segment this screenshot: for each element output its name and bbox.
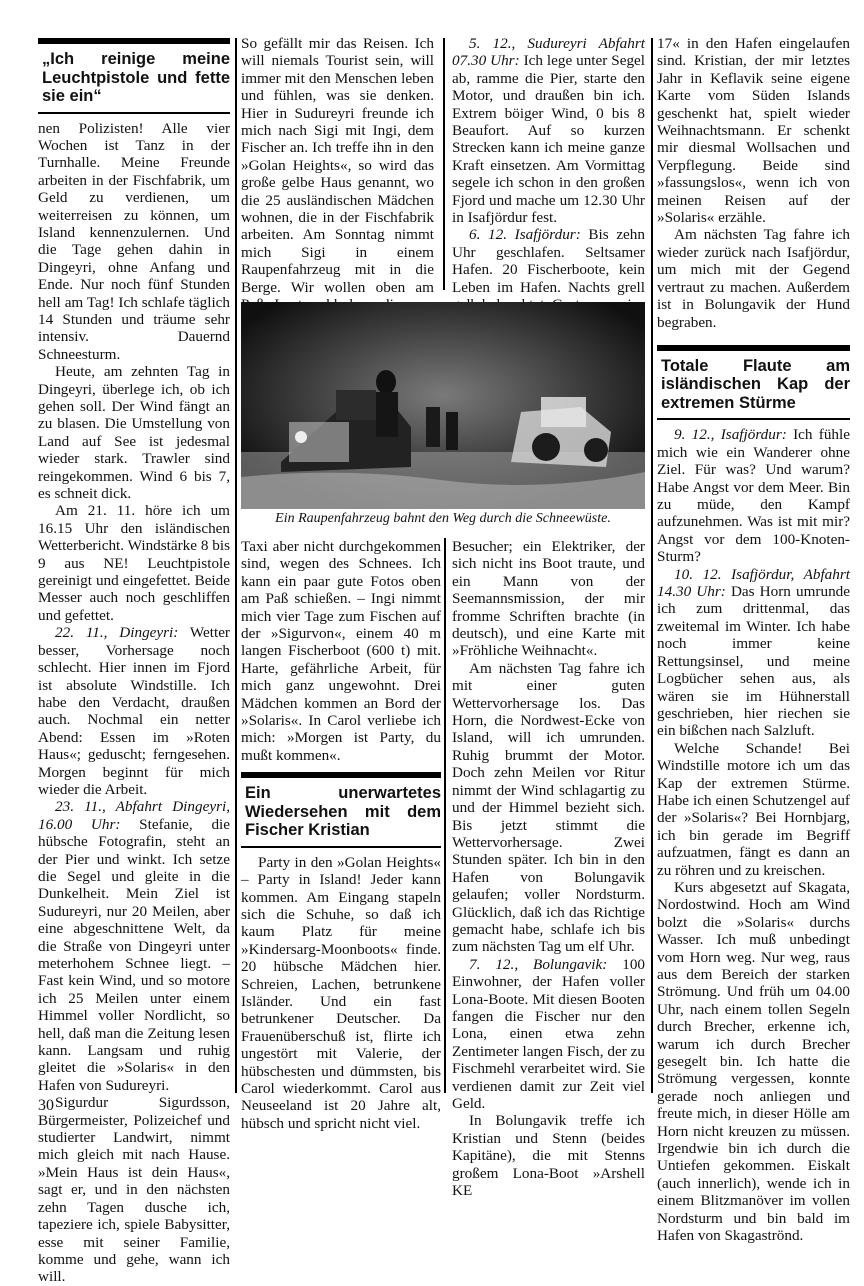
paragraph: Am nächsten Tag fahre ich wieder zurück nach Isafjördur, um mich mit der Gegend vertraut zu machen. Außerdem ist in Bolungavik der Hund begraben. (657, 226, 850, 331)
dateline: 10. 12. Isafjördur, Abfahrt 14.30 Uhr: (657, 565, 850, 601)
column-4 (657, 35, 850, 1245)
paragraph (452, 956, 645, 1113)
column-2-top (241, 35, 434, 331)
photo-illustration (241, 302, 645, 509)
subheading-box (657, 345, 850, 421)
paragraph: Taxi aber nicht durchgekommen sind, wegen des Schnees. Ich kann ein paar gute Fotos oben am Paß schießen. – Ingi nimmt mich vier Tage zum Fischen auf der »Sigurvon«, einem 40 m langen Fischerboot (600 t) mit. Harte, gefährliche Arbeit, für mich ganz ungewohnt. Drei Mädchen kommen an Bord der »Solaris«. In Carol verliebe ich mich: »Morgen ist Party, du mußt kommen«. (241, 538, 441, 764)
subheading: Totale Flaute am isländischen Kap der extremen Stürme (661, 356, 850, 412)
dateline: 9. 12., Isafjördur: (674, 426, 787, 444)
column-1 (38, 38, 230, 1286)
paragraph: Party in den »Golan Heights« – Party in Island! Jeder kann kommen. Am Eingang stapeln sich die Schuhe, so daß ich kaum Platz für meine »Kindersarg-Moonboots« finde. 20 hübsche Mädchen hier. Schreien, Lachen, betrunkene Isländer. Und ein fast betrunkener Deutscher. Da Frauenüberschuß ist, flirte ich ungestört mit Valerie, der hübschesten und dümmsten, bis Carol wiederkommt. Carol aus Neuseeland ist 20 Jahre alt, hübsch und spricht nicht viel. (241, 853, 441, 1132)
paragraph: Kurs abgesetzt auf Skagata, Nordostwind. Hoch am Wind bolzt die »Solaris« durchs Wasser. Ich muß unbedingt vom Horn weg. Nur weg, raus aus dem Bereich der starken Strömung. Und früh um 04.00 Uhr, nach einem tollen Segeln durch Brecher, erkenne ich, warum ich durch Brecher gesegelt bin. Ich hatte die Strömung vergessen, konnte gerade noch anliegen und freute mich, in dieser Hölle am Horn nicht kreuzen zu müssen. Irgendwie bin ich durch die Untiefen gekommen. Eiskalt (auch innerlich), wende ich in einem Blitzmanöver im vollen Nordsturm und bin bald im Hafen von Skagaströnd. (657, 878, 850, 1245)
paragraph-text: Bis zehn Uhr geschlafen. Seltsamer Hafen. 20 Fischerboote, kein Leben im Hafen. Nachts grell (452, 226, 645, 296)
paragraph: nen Polizisten! Alle vier Wochen ist Tanz in der Turnhalle. Meine Freunde arbeiten in der Fischfabrik, um Geld zu verdienen, um weiterreisen zu können, um Island kennenzulernen. Und die Tage gehen dahin in Dingeyri, ohne Anfang und Ende. Nur noch fünf Stunden hell am Tag! Ich schlafe täglich 14 Stunden und träume sehr intensiv. Dauernd Schneesturm. (38, 119, 230, 363)
headline: „Ich reinige meine Leuchtpistole und fette sie ein“ (42, 50, 230, 105)
paragraph (38, 624, 230, 798)
page-number: 30 (38, 1097, 54, 1114)
paragraph: Am 21. 11. höre ich um 16.15 Uhr den isländischen Wetterbericht. Windstärke 8 bis 9 aus NE! Leuchtpistole gereinigt und eingefettet. Beide Messer auch noch geschliffen und gefettet. (38, 502, 230, 624)
subheading: Ein unerwartetes Wiedersehen mit dem Fischer Kristian (245, 784, 441, 840)
paragraph-text: Stefanie, die hübsche Fotografin, steht an der Pier und winkt. Ich setze die Segel und gleite in die Dunkelheit. Mein Ziel ist Sudureyri, nur 20 Meilen, aber eine abgeschnittene Welt, da die Straße von Dingeyri unter meterhohem Schnee liegt. – Fast kein Wind, und so motore ich 25 Meilen unter einem Himmel voller Nordlicht, so hell, daß man die Zeitung lesen kann. Langsam und ruhig gleitet die »Solaris« in den Hafen von Sudureyri. (38, 815, 230, 1094)
dateline: 5. 12., Sudureyri Abfahrt 07.30 Uhr: (452, 35, 645, 70)
paragraph: Sigurdur Sigurdsson, Bürgermeister, Polizeichef und studierter Landwirt, nimmt mich gleich mit nach Hause. »Mein Haus ist dein Haus«, sagt er, und in den nächsten zehn Tagen dusche ich, tapeziere ich, spiele Babysitter, esse mit seiner Familie, komme und gehe, wann ich will. (38, 1094, 230, 1286)
paragraph (38, 798, 230, 1094)
paragraph: 17« in den Hafen eingelaufen sind. Kristian, der mir letztes Jahr in Keflavik seine eigene Karte vom Süden Islands geschenkt hat, spielt wieder Weihnachtsmann. Er schenkt mir diesmal Wollsachen und Verpflegung. Beide sind »fassungslos«, wenn ich von meinen Reisen auf der »Solaris« erzähle. (657, 35, 850, 227)
column-2-bottom (241, 538, 441, 1132)
paragraph (452, 35, 645, 226)
paragraph-text: 100 Einwohner, der Hafen voller Lona-Boote. Mit diesen Booten fangen die Fischer nur den Lona, einen etwa zehn Zentimeter langen Fisch, der zu Fischmehl verarbeitet wird. Sie verdienen damit zur Zeit viel Geld. (452, 955, 645, 1112)
column-rule (444, 538, 446, 1093)
paragraph (657, 426, 850, 565)
paragraph: Am nächsten Tag fahre ich mit einer guten Wettervorhersage los. Das Horn, die Nordwest-Ecke von Island, will ich umrunden. Ruhig brummt der Motor. Doch zehn Meilen vor Ritur nimmt der Wind schlagartig zu und der Himmel bezieht sich. Bis jetzt stimmt die Wettervorhersage. Zwei Stunden später. Ich bin in den Hafen von Bolungavik gelaufen; voller Nordsturm. Glücklich, daß ich das Richtige gemacht habe, schlafe ich bis zum nächsten Tag um elf Uhr. (452, 659, 645, 956)
photo-snow-vehicle (241, 302, 645, 509)
paragraph: So gefällt mir das Reisen. Ich will niemals Tourist sein, will immer mit den Menschen leben und fühlen, was sie denken. Hier in Sudureyri freunde ich mich nach Sigi mit Ingi, dem Fischer an. Ich treffe ihn in den »Golan Heights«, so wird das große gelbe Haus genannt, wo die 25 ausländischen Mädchen wohnen, die in der Fischfabrik arbeiten. Am Sonntag nimmt mich Sigi in einem Raupenfahrzeug mit in die Berge. Wir wollen oben am (241, 35, 434, 296)
column-3-bottom (452, 538, 645, 1199)
column-rule (651, 38, 653, 1093)
paragraph: Welche Schande! Bei Windstille motore ich um das Kap der extremen Stürme. Habe ich einen Schutzengel auf der »Solaris«? Bei Hornbjarg, ich bin gerade im Begriff aufzuatmen, fängt es dann an zu röhren und zu kreischen. (657, 739, 850, 879)
paragraph: Besucher; ein Elektriker, der sich nicht ins Boot traute, und ein Mann von der Seemannsmission, der mir fromme Schriften brachte (in deutsch), und eine Karte mit »Fröhliche Weihnacht«. (452, 538, 645, 660)
dateline: 7. 12., Bolungavik: (469, 955, 608, 973)
paragraph-text: Ich lege unter Segel ab, ramme die Pier, starte den Motor, und draußen bin ich. Extrem böiger Wind, 0 bis 8 Beaufort. Auf so kurzen Strecken kann ich meine ganze Kraft einsetzen. Am Vormittag segele ich schon in den großen Fjord und mache um 12.30 Uhr in Isafjördur fest. (452, 52, 646, 227)
column-rule (443, 38, 445, 290)
subheading-box (241, 772, 441, 848)
paragraph-text: Das Horn umrunde ich zum drittenmal, das zweitemal im Winter. Ich habe noch immer keine Rettungsinsel, und meine Logbücher sehen aus, als wären sie im Hühnerstall geschrieben, hier riechen sie ein bißchen nach Salzluft. (657, 583, 850, 740)
dateline: 22. 11., Dingeyri: (55, 624, 179, 642)
column-3-top (452, 35, 645, 314)
paragraph (657, 566, 850, 740)
paragraph (452, 226, 645, 313)
column-rule (235, 38, 237, 1093)
dateline: 6. 12. Isafjördur: (469, 226, 581, 244)
photo-caption: Ein Raupenfahrzeug bahnt den Weg durch die Schneewüste. (275, 511, 611, 526)
paragraph: In Bolungavik treffe ich Kristian und Stenn (beides Kapitäne), die mit Stenns großem Lona-Boot »Arshell KE (452, 1112, 645, 1200)
dateline: 23. 11., Abfahrt Dingeyri, 16.00 Uhr: (38, 798, 230, 833)
paragraph-text: Wetter besser, Vorhersage noch schlecht. Hier innen im Fjord ist absolute Windstille. Ich habe den Verdacht, draußen auch. Nochmal ein netter Abend: Essen im »Roten Haus«; geduscht; ferngesehen. Morgen beginnt für mich wieder die Arbeit. (38, 624, 230, 798)
headline-box (38, 38, 230, 114)
paragraph: Heute, am zehnten Tag in Dingeyri, überlege ich, ob ich gehen soll. Der Wind fängt an zu blasen. Die Umstellung von Land auf See ist jedesmal wieder stark. Trawler sind reingekommen. Wind 6 bis 7, es schneit dick. (38, 363, 230, 503)
paragraph-text: Ich fühle mich wie ein Wanderer ohne Ziel. Für was? Und warum? Habe Angst vor dem Meer. Bin zu müde, den Kampf aufzunehmen. Was ist mit mir? Angst vor dem 100-Knoten-Sturm? (657, 426, 850, 566)
